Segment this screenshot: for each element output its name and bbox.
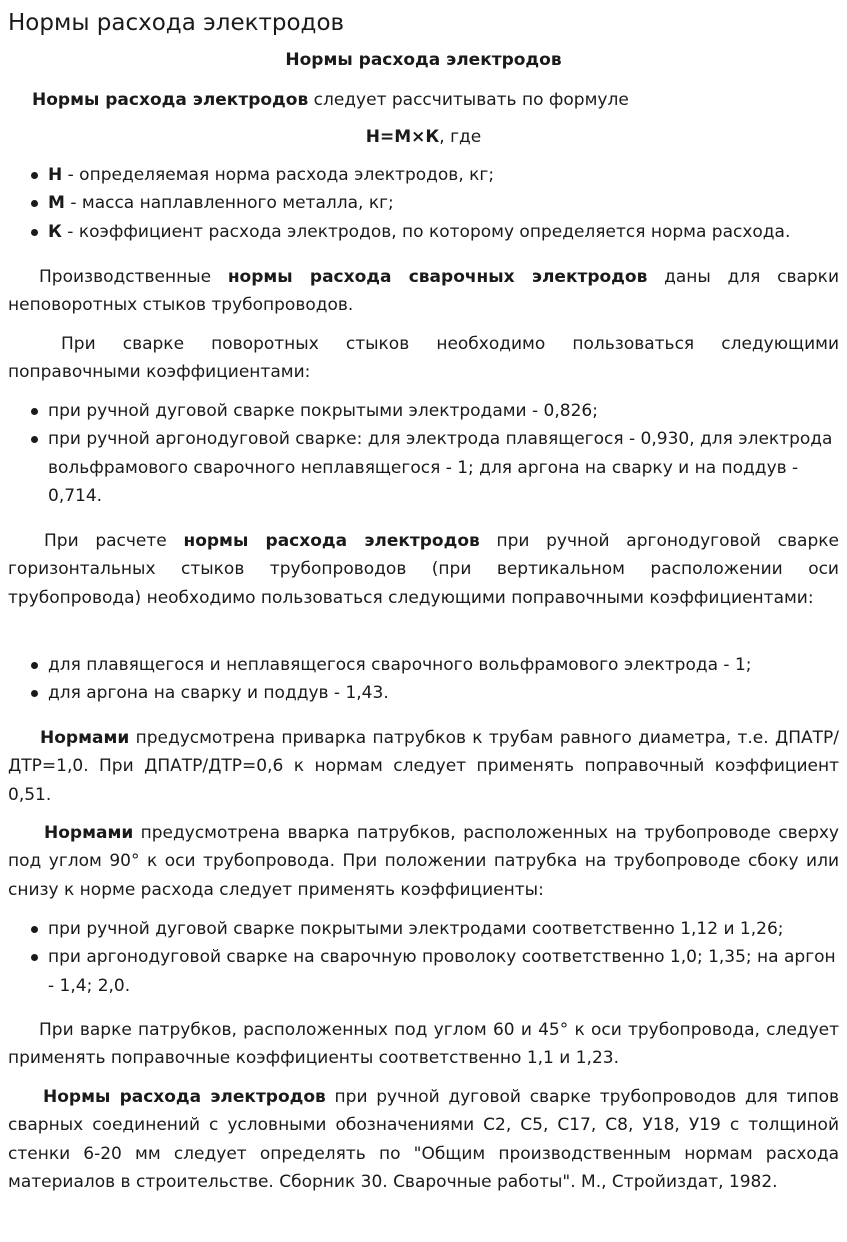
list-item: при ручной дуговой сварке покрытыми электродами соответственно 1,12 и 1,26; <box>8 915 839 943</box>
paragraph-6 <box>8 1016 839 1073</box>
list-item <box>8 161 839 189</box>
coefficients-list-2 <box>8 651 839 708</box>
page-title: Нормы расхода электродов <box>8 10 345 36</box>
article-subtitle: Нормы расхода электродов <box>285 50 562 70</box>
list-item: при ручной аргонодуговой сварке: для электрода плавящегося - 0,930, для электрода вольфрамового сварочного неплавящегося - 1; для аргона на сварку и на поддув - 0,714. <box>8 425 839 510</box>
list-item: при аргонодуговой сварке на сварочную проволоку соответственно 1,0; 1,35; на аргон - 1,4; 2,0. <box>8 943 839 1000</box>
intro-paragraph <box>8 86 839 114</box>
list-item: для аргона на сварку и поддув - 1,43. <box>8 679 839 707</box>
p4-bold: Нормами <box>40 728 130 748</box>
definition-text: - масса наплавленного металла, кг; <box>64 193 394 214</box>
p1-text: даны для сварки неповоротных стыков трубопроводов. <box>8 267 839 316</box>
p3-lead: При расчете <box>44 531 184 551</box>
paragraph-2 <box>8 330 839 387</box>
formula-expression: Н=М×К <box>365 127 440 147</box>
intro-text: следует рассчитывать по формуле <box>308 90 629 110</box>
paragraph-4 <box>8 724 839 809</box>
coefficients-list-1 <box>8 397 839 511</box>
p5-text: предусмотрена вварка патрубков, расположенных на трубопроводе сверху под углом 90° к оси трубопровода. При положении патрубка на трубопроводе сбоку или снизу к норме расхода следует применять коэффициенты: <box>8 823 839 900</box>
p3-bold: нормы расхода электродов <box>183 531 480 551</box>
p3-text: при ручной аргонодуговой сварке горизонтальных стыков трубопроводов (при вертикальном расположении оси трубопровода) необходимо пользоваться следующими поправочными коэффициентами: <box>8 531 839 608</box>
coefficients-list-3 <box>8 915 839 1000</box>
formula <box>8 126 839 148</box>
definition-symbol: К <box>48 221 62 242</box>
formula-suffix: , где <box>439 127 482 147</box>
p1-bold: нормы расхода сварочных электродов <box>227 267 648 287</box>
definition-symbol: М <box>48 193 65 214</box>
paragraph-5 <box>8 819 839 904</box>
paragraph-1 <box>8 263 839 320</box>
list-item <box>8 218 839 246</box>
list-item: для плавящегося и неплавящегося сварочного вольфрамового электрода - 1; <box>8 651 839 679</box>
p5-bold: Нормами <box>44 823 134 843</box>
intro-bold: Нормы расхода электродов <box>32 90 309 110</box>
p7-text: при ручной дуговой сварке трубопроводов для типов сварных соединений с условными обозначениями С2, С5, С17, С8, У18, У19 с толщиной стенки 6-20 мм следует определять по "Общим производственным нормам расхода материалов в строительстве. Сборник 30. Сварочные работы". М., Стройиздат, 1982. <box>8 1087 839 1193</box>
paragraph-3 <box>8 527 839 612</box>
paragraph-7 <box>8 1083 839 1197</box>
list-item: при ручной дуговой сварке покрытыми электродами - 0,826; <box>8 397 839 425</box>
definitions-list <box>8 161 839 246</box>
definition-text: - определяемая норма расхода электродов, кг; <box>62 165 495 185</box>
p2-text: При сварке поворотных стыков необходимо пользоваться следующими поправочными коэффициентами: <box>8 334 839 383</box>
list-item <box>8 189 839 217</box>
p4-text: предусмотрена приварка патрубков к трубам равного диаметра, т.е. ДПАТР/ДТР=1,0. При ДПАТР/ДТР=0,6 к нормам следует применять поправочный коэффициент 0,51. <box>8 728 839 805</box>
definition-text: - коэффициент расхода электродов, по которому определяется норма расхода. <box>61 221 791 242</box>
p1-lead: Производственные <box>39 267 228 287</box>
p7-bold: Нормы расхода электродов <box>43 1087 326 1107</box>
p6-text: При варке патрубков, расположенных под углом 60 и 45° к оси трубопровода, следует применять поправочные коэффициенты соответственно 1,1 и 1,23. <box>8 1020 839 1069</box>
definition-symbol: Н <box>48 165 63 185</box>
